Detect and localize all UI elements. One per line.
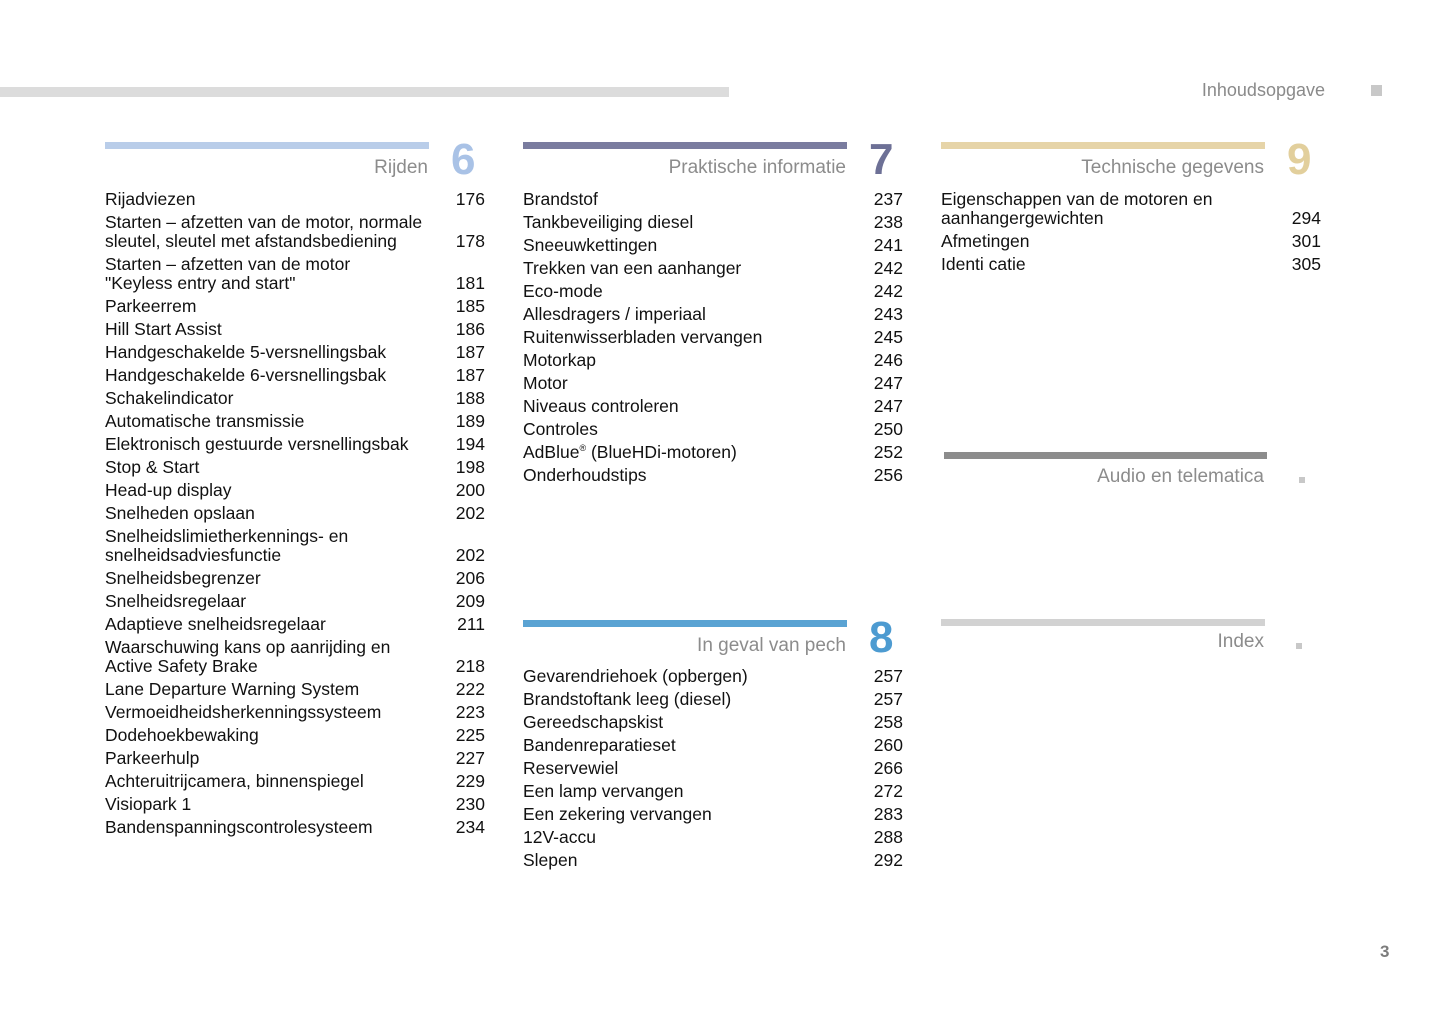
- toc-entry-label: Parkeerrem: [105, 296, 197, 316]
- toc-entry[interactable]: [523, 759, 903, 778]
- toc-entry-page: 288: [873, 827, 903, 847]
- toc-entry-page: 266: [873, 758, 903, 778]
- toc-entry[interactable]: [105, 818, 485, 837]
- toc-entry[interactable]: [105, 615, 485, 634]
- toc-entry[interactable]: [523, 828, 903, 847]
- toc-entry-page: 305: [1291, 254, 1321, 274]
- toc-entry-page: 294: [1291, 208, 1321, 228]
- toc-entry[interactable]: [105, 795, 485, 814]
- toc-entry-page: 186: [455, 319, 485, 339]
- toc-entry[interactable]: [941, 190, 1321, 228]
- toc-entry[interactable]: [105, 638, 485, 676]
- toc-entry-label: Visiopark 1: [105, 794, 192, 814]
- toc-entry[interactable]: [523, 443, 903, 462]
- toc-entry-label: Rijadviezen: [105, 189, 196, 209]
- toc-entry-page: 257: [873, 666, 903, 686]
- toc-entry-page: 283: [873, 804, 903, 824]
- toc-entry[interactable]: [105, 703, 485, 722]
- toc-entry-page: 176: [455, 189, 485, 209]
- toc-entry[interactable]: [105, 527, 485, 565]
- toc-entry-label: Snelheidslimietherkennings- en snelheidsadviesfunctie: [105, 526, 349, 565]
- toc-entry-label: Niveaus controleren: [523, 396, 679, 416]
- toc-entry-label: Allesdragers / imperiaal: [523, 304, 706, 324]
- toc-entry[interactable]: [105, 749, 485, 768]
- toc-entry-page: 202: [455, 545, 485, 565]
- toc-entry-page: 241: [873, 235, 903, 255]
- header-title: Inhoudsopgave: [1201, 80, 1325, 100]
- section-bar: [941, 619, 1265, 626]
- section-bar: [523, 142, 847, 149]
- toc-entry[interactable]: [523, 305, 903, 324]
- toc-entry-page: 246: [873, 350, 903, 370]
- toc-entry-page: 260: [873, 735, 903, 755]
- toc-entry[interactable]: [105, 504, 485, 523]
- toc-entry-page: 252: [873, 442, 903, 462]
- toc-entry-label: Schakelindicator: [105, 388, 234, 408]
- toc-entry-page: 245: [873, 327, 903, 347]
- toc-entry-page: 301: [1291, 231, 1321, 251]
- toc-entry-page: 178: [455, 231, 485, 251]
- toc-entry-page: 257: [873, 689, 903, 709]
- toc-entry[interactable]: [105, 458, 485, 477]
- toc-entry[interactable]: [523, 328, 903, 347]
- toc-entry-label: Waarschuwing kans op aanrijding en Active Safety Brake: [105, 637, 391, 676]
- toc-entry-page: 258: [873, 712, 903, 732]
- toc-entry-page: 187: [455, 342, 485, 362]
- toc-entry-label: Trekken van een aanhanger: [523, 258, 742, 278]
- toc-entry-label: Ruitenwisserbladen vervangen: [523, 327, 763, 347]
- toc-entry[interactable]: [105, 190, 485, 209]
- toc-entry[interactable]: [105, 680, 485, 699]
- section-number: 6: [451, 135, 476, 184]
- toc-entry-page: 250: [873, 419, 903, 439]
- toc-entry-label: Gereedschapskist: [523, 712, 664, 732]
- section-marker-icon: [1299, 477, 1305, 483]
- toc-entry[interactable]: [523, 690, 903, 709]
- toc-entry-page: 256: [873, 465, 903, 485]
- section-title[interactable]: Rijden: [374, 157, 428, 178]
- toc-entry-label: Afmetingen: [941, 231, 1030, 251]
- toc-entry-page: 227: [455, 748, 485, 768]
- toc-entry-label: AdBlue® (BlueHDi-motoren): [523, 442, 737, 462]
- section-bar: [523, 620, 847, 627]
- toc-entry-page: 218: [455, 656, 485, 676]
- toc-entry[interactable]: [523, 236, 903, 255]
- toc-entry-page: 272: [873, 781, 903, 801]
- section-title[interactable]: Praktische informatie: [668, 157, 846, 178]
- toc-entry-page: 242: [873, 281, 903, 301]
- toc-entry-label: Bandenspanningscontrolesysteem: [105, 817, 373, 837]
- toc-entry-page: 237: [873, 189, 903, 209]
- toc-entry[interactable]: [523, 190, 903, 209]
- toc-entry-label: Head-up display: [105, 480, 232, 500]
- toc-entry[interactable]: [105, 481, 485, 500]
- toc-entry-label: Snelheden opslaan: [105, 503, 255, 523]
- toc-entry[interactable]: [523, 213, 903, 232]
- section-number: 9: [1287, 135, 1312, 184]
- toc-entry-label: Eco-mode: [523, 281, 603, 301]
- toc-entry-label: Tankbeveiliging diesel: [523, 212, 694, 232]
- toc-entry[interactable]: [105, 389, 485, 408]
- toc-entry[interactable]: [523, 259, 903, 278]
- section-title[interactable]: In geval van pech: [697, 635, 846, 656]
- toc-entry-page: 188: [455, 388, 485, 408]
- toc-entry[interactable]: [523, 397, 903, 416]
- toc-entry-page: 238: [873, 212, 903, 232]
- header-bar: [0, 87, 729, 97]
- toc-entry-page: 234: [455, 817, 485, 837]
- toc-entry-page: 202: [455, 503, 485, 523]
- toc-entry-label: 12V-accu: [523, 827, 596, 847]
- toc-entry-label: Stop & Start: [105, 457, 200, 477]
- toc-entry-label: Identi catie: [941, 254, 1026, 274]
- toc-entry-page: 222: [455, 679, 485, 699]
- section-title[interactable]: Audio en telematica: [1097, 466, 1264, 487]
- toc-entry-label: Een zekering vervangen: [523, 804, 712, 824]
- toc-entry-page: 230: [455, 794, 485, 814]
- toc-entry-label: Handgeschakelde 5-versnellingsbak: [105, 342, 387, 362]
- toc-entry-label: Hill Start Assist: [105, 319, 222, 339]
- toc-entry[interactable]: [941, 232, 1321, 251]
- toc-entry-label: Sneeuwkettingen: [523, 235, 658, 255]
- toc-entry-page: 247: [873, 373, 903, 393]
- toc-entry-label: Brandstof: [523, 189, 598, 209]
- toc-entry-label: Brandstoftank leeg (diesel): [523, 689, 732, 709]
- section-bar: [944, 452, 1267, 459]
- toc-entry-page: 187: [455, 365, 485, 385]
- toc-entry[interactable]: [523, 782, 903, 801]
- section-title[interactable]: Technische gegevens: [1081, 157, 1264, 178]
- section-marker-icon: [1296, 643, 1302, 649]
- toc-list: [941, 190, 1321, 278]
- toc-entry-label: Een lamp vervangen: [523, 781, 684, 801]
- page-number: 3: [1380, 942, 1390, 961]
- toc-entry[interactable]: [523, 374, 903, 393]
- toc-entry-label: Adaptieve snelheidsregelaar: [105, 614, 326, 634]
- toc-entry-label: Snelheidsregelaar: [105, 591, 247, 611]
- toc-entry[interactable]: [523, 851, 903, 870]
- toc-entry-label: Bandenreparatieset: [523, 735, 676, 755]
- toc-entry[interactable]: [523, 805, 903, 824]
- toc-entry-label: Motor: [523, 373, 568, 393]
- toc-entry-label: Snelheidsbegrenzer: [105, 568, 261, 588]
- section-number: 7: [869, 135, 894, 184]
- toc-entry[interactable]: [105, 435, 485, 454]
- toc-entry-page: 189: [455, 411, 485, 431]
- toc-entry-label: Gevarendriehoek (opbergen): [523, 666, 748, 686]
- toc-list: [105, 190, 485, 841]
- section-bar: [105, 142, 429, 149]
- toc-entry-label: Onderhoudstips: [523, 465, 647, 485]
- toc-entry[interactable]: [523, 351, 903, 370]
- toc-entry[interactable]: [105, 343, 485, 362]
- header-square-icon: [1371, 85, 1382, 96]
- toc-entry[interactable]: [523, 667, 903, 686]
- section-title[interactable]: Index: [1217, 631, 1264, 652]
- toc-entry-page: 194: [455, 434, 485, 454]
- toc-entry[interactable]: [105, 213, 485, 251]
- toc-entry[interactable]: [523, 466, 903, 485]
- toc-entry-label: Reservewiel: [523, 758, 619, 778]
- toc-entry-label: Vermoeidheidsherkenningssysteem: [105, 702, 382, 722]
- toc-entry-page: 211: [457, 614, 485, 634]
- toc-entry-label: Motorkap: [523, 350, 596, 370]
- toc-entry-label: Eigenschappen van de motoren en aanhangergewichten: [941, 189, 1213, 228]
- toc-list: [523, 667, 903, 874]
- toc-entry[interactable]: [523, 282, 903, 301]
- toc-list: [523, 190, 903, 489]
- toc-entry-page: 185: [455, 296, 485, 316]
- section-bar: [941, 142, 1265, 149]
- toc-entry-label: Automatische transmissie: [105, 411, 305, 431]
- toc-entry-label: Achteruitrijcamera, binnenspiegel: [105, 771, 364, 791]
- toc-entry[interactable]: [105, 592, 485, 611]
- toc-entry-page: 206: [455, 568, 485, 588]
- section-number: 8: [869, 613, 894, 662]
- toc-entry-label: Lane Departure Warning System: [105, 679, 360, 699]
- toc-entry-page: 242: [873, 258, 903, 278]
- toc-entry[interactable]: [105, 297, 485, 316]
- toc-entry-page: 243: [873, 304, 903, 324]
- toc-entry-page: 181: [455, 273, 485, 293]
- toc-entry[interactable]: [105, 366, 485, 385]
- toc-entry-page: 247: [873, 396, 903, 416]
- toc-entry[interactable]: [523, 713, 903, 732]
- toc-entry-page: 209: [455, 591, 485, 611]
- registered-mark: ®: [579, 443, 587, 454]
- toc-entry-label: Starten – afzetten van de motor, normale sleutel, sleutel met afstandsbediening: [105, 212, 423, 251]
- toc-entry[interactable]: [105, 255, 485, 293]
- toc-entry[interactable]: [105, 726, 485, 745]
- toc-entry-page: 229: [455, 771, 485, 791]
- toc-entry[interactable]: [523, 420, 903, 439]
- toc-entry-page: 223: [455, 702, 485, 722]
- toc-entry[interactable]: [523, 736, 903, 755]
- toc-entry-page: 198: [455, 457, 485, 477]
- toc-entry[interactable]: [105, 569, 485, 588]
- toc-entry[interactable]: [105, 772, 485, 791]
- toc-entry-label: Slepen: [523, 850, 578, 870]
- toc-entry[interactable]: [941, 255, 1321, 274]
- toc-entry-label: Elektronisch gestuurde versnellingsbak: [105, 434, 409, 454]
- toc-entry-label: Starten – afzetten van de motor "Keyless entry and start": [105, 254, 351, 293]
- toc-entry-label: Dodehoekbewaking: [105, 725, 259, 745]
- toc-entry[interactable]: [105, 412, 485, 431]
- toc-entry-label: Controles: [523, 419, 598, 439]
- toc-entry-label: Handgeschakelde 6-versnellingsbak: [105, 365, 387, 385]
- toc-entry[interactable]: [105, 320, 485, 339]
- toc-entry-page: 225: [455, 725, 485, 745]
- toc-entry-label: Parkeerhulp: [105, 748, 200, 768]
- toc-entry-page: 200: [455, 480, 485, 500]
- toc-entry-page: 292: [873, 850, 903, 870]
